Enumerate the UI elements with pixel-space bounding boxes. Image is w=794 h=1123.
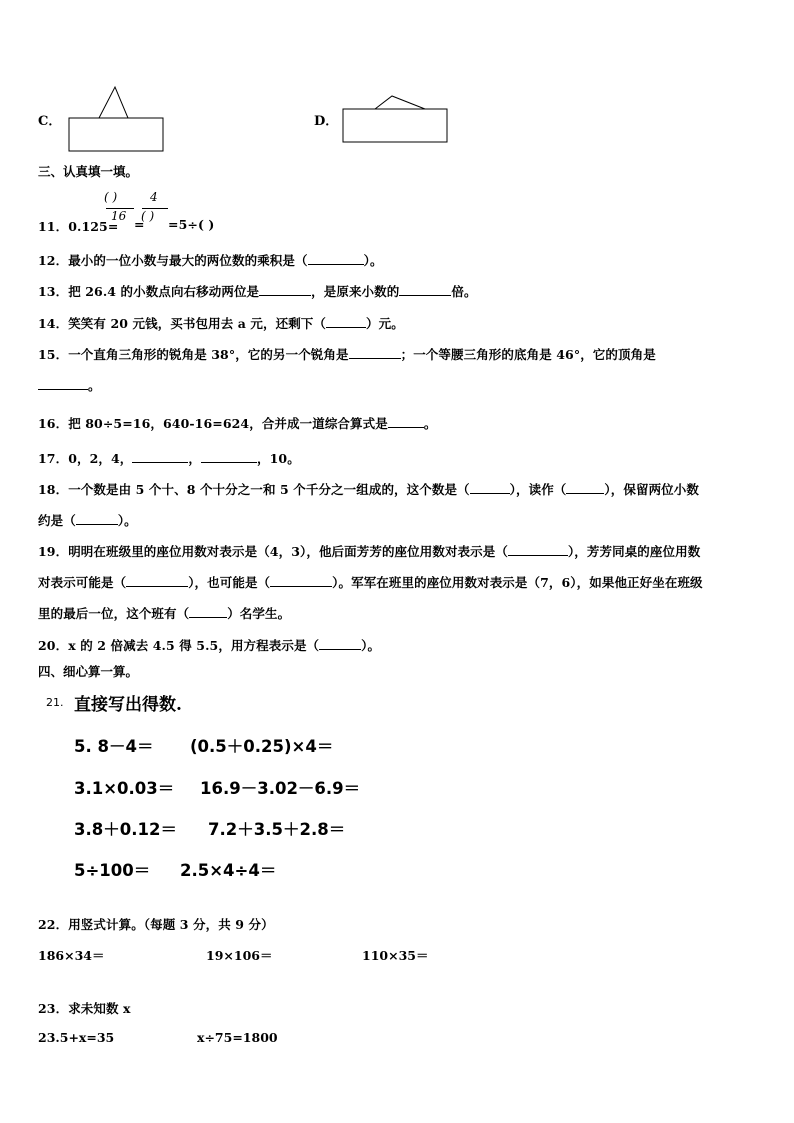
answer-blank[interactable]	[259, 283, 311, 296]
section-calculate-title: 四、细心算一算。	[38, 664, 139, 679]
question-21-number: 21.	[46, 696, 64, 709]
q21-item-7: 5÷100＝	[74, 861, 151, 880]
question-14: 14．笑笑有 20 元钱，买书包用去 a 元，还剩下（ ）元。	[38, 316, 404, 331]
q21-item-3: 3.1×0.03＝	[74, 779, 175, 798]
question-19-line3: 里的最后一位，这个班有（ ）名学生。	[38, 606, 291, 621]
q22-item-1: 186×34＝	[38, 948, 105, 963]
q21-item-4: 16.9－3.02－6.9＝	[200, 779, 361, 798]
q22-item-2: 19×106＝	[206, 948, 273, 963]
option-d-figure	[340, 92, 450, 146]
q21-item-2: (0.5＋0.25)×4＝	[190, 737, 334, 756]
q21-item-1: 5. 8－4＝	[74, 737, 154, 756]
option-c-label: C．	[38, 114, 62, 129]
question-13: 13．把 26.4 的小数点向右移动两位是 ，是原来小数的 倍。	[38, 284, 477, 299]
q11-fraction2-numerator: 4	[150, 190, 158, 204]
question-21-title: 直接写出得数.	[74, 695, 182, 715]
answer-blank[interactable]	[270, 574, 332, 587]
question-16: 16．把 80÷5=16，640-16=624，合并成一道综合算式是 。	[38, 416, 437, 431]
question-20: 20．x 的 2 倍减去 4.5 得 5.5，用方程表示是（ ）。	[38, 638, 381, 653]
answer-blank[interactable]	[388, 415, 424, 428]
q23-item-2: x÷75=1800	[197, 1030, 278, 1045]
option-d-label: D．	[314, 114, 339, 129]
question-17: 17．0，2，4， ， ，10。	[38, 451, 300, 466]
q23-item-1: 23.5+x=35	[38, 1030, 115, 1045]
question-11-tail: =5÷( )	[168, 217, 215, 232]
question-19-line2: 对表示可能是（ ），也可能是（ ）。军军在班里的座位用数对表示是（7，6），如果他正好坐在班级	[38, 575, 703, 590]
question-19: 19．明明在班级里的座位用数对表示是（4，3），他后面芳芳的座位用数对表示是（ ），芳芳同桌的座位用数	[38, 544, 701, 559]
question-11-equals: =	[134, 217, 145, 232]
answer-blank[interactable]	[470, 481, 510, 494]
question-11: 11．0.125=	[38, 219, 119, 234]
q22-item-3: 110×35＝	[362, 948, 429, 963]
answer-blank[interactable]	[349, 346, 401, 359]
q11-fraction1-numerator: ( )	[104, 190, 118, 204]
q21-item-8: 2.5×4÷4＝	[180, 861, 277, 880]
question-22: 22．用竖式计算。（每题 3 分，共 9 分）	[38, 917, 274, 932]
answer-blank[interactable]	[126, 574, 188, 587]
question-15: 15．一个直角三角形的锐角是 38°，它的另一个锐角是 ；一个等腰三角形的底角是 46°，它的顶角是	[38, 347, 656, 362]
answer-blank[interactable]	[132, 450, 188, 463]
answer-blank[interactable]	[566, 481, 604, 494]
answer-blank[interactable]	[508, 543, 568, 556]
answer-blank[interactable]	[189, 605, 227, 618]
answer-blank[interactable]	[76, 512, 118, 525]
answer-blank[interactable]	[38, 377, 88, 390]
question-18: 18．一个数是由 5 个十、8 个十分之一和 5 个千分之一组成的，这个数是（ ），读作（ ），保留两位小数	[38, 482, 699, 497]
q21-item-5: 3.8＋0.12＝	[74, 820, 177, 839]
question-12: 12．最小的一位小数与最大的两位数的乘积是（ ）。	[38, 253, 383, 268]
answer-blank[interactable]	[308, 252, 364, 265]
q11-fraction1-denominator: 16	[111, 209, 127, 223]
question-18-line2: 约是（ ）。	[38, 513, 137, 528]
question-23: 23．求未知数 x	[38, 1001, 131, 1016]
q21-item-6: 7.2＋3.5＋2.8＝	[208, 820, 346, 839]
answer-blank[interactable]	[326, 315, 366, 328]
option-c-figure	[66, 84, 166, 154]
answer-blank[interactable]	[319, 637, 361, 650]
answer-blank[interactable]	[399, 283, 451, 296]
answer-blank[interactable]	[201, 450, 257, 463]
section-fill-in-title: 三、认真填一填。	[38, 164, 139, 179]
question-15-line2: 。	[38, 376, 101, 394]
q11-fraction2-denominator: ( )	[141, 209, 155, 223]
